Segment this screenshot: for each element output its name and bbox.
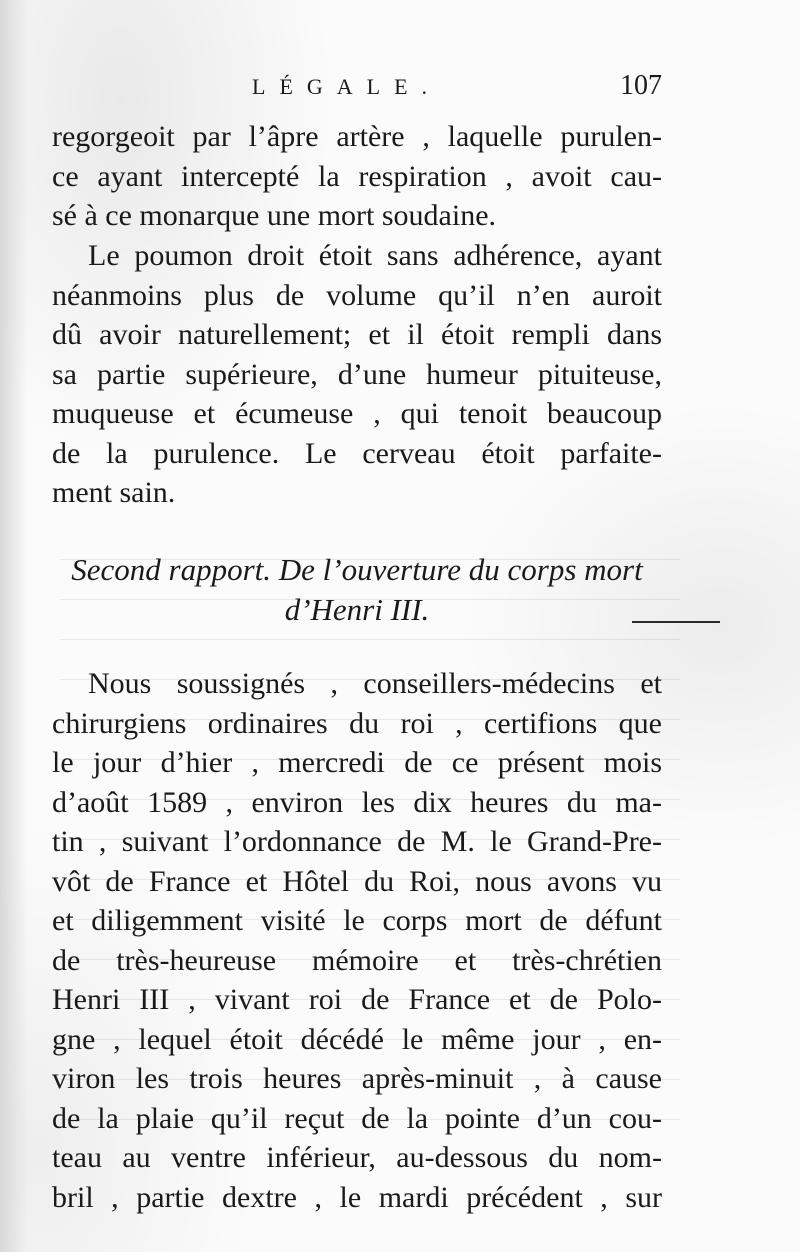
text-line: Henri III , vivant roi de France et de Polo- xyxy=(52,983,662,1016)
text-line: regorgeoit par l’âpre artère , laquelle purulen- xyxy=(52,120,662,153)
text-line: Nous soussignés , conseillers-médecins et xyxy=(88,667,662,700)
text-line: le jour d’hier , mercredi de ce présent mois xyxy=(52,746,662,779)
text-line: viron les trois heures après-minuit , à cause xyxy=(52,1062,662,1095)
text-line: Le poumon droit étoit sans adhérence, ayant xyxy=(88,239,662,272)
text-line: de très-heureuse mémoire et très-chrétien xyxy=(52,943,662,977)
page-header xyxy=(52,70,662,110)
text-line: teau au ventre inférieur, au-dessous du nom- xyxy=(52,1141,662,1174)
paragraph-3 xyxy=(52,664,662,1217)
text-line: tin , suivant l’ordonnance de M. le Grand-Pre- xyxy=(52,825,662,858)
text-line: muqueuse et écumeuse , qui tenoit beaucoup xyxy=(52,397,662,430)
page-gutter-shadow xyxy=(0,0,28,1252)
text-line: néanmoins plus de volume qu’il n’en auroit xyxy=(52,278,662,312)
section-rule xyxy=(632,621,720,623)
paragraph-1 xyxy=(52,117,662,236)
text-line: sé à ce monarque une mort soudaine. xyxy=(52,199,497,232)
text-line: chirurgiens ordinaires du roi , certifions que xyxy=(52,706,662,740)
text-line: de la purulence. Le cerveau étoit parfaite- xyxy=(52,436,662,470)
running-head: LÉGALE. xyxy=(252,74,442,99)
page-number: 107 xyxy=(620,70,662,101)
text-line: dû avoir naturellement; et il étoit rempli dans xyxy=(52,318,662,351)
text-line: gne , lequel étoit décédé le même jour , en- xyxy=(52,1022,662,1056)
text-line: d’août 1589 , environ les dix heures du ma- xyxy=(52,785,662,819)
text-line: vôt de France et Hôtel du Roi, nous avons vu xyxy=(52,864,662,898)
text-line: ment sain. xyxy=(52,476,176,509)
section-title xyxy=(52,550,662,630)
text-line: de la plaie qu’il reçut de la pointe d’un cou- xyxy=(52,1101,662,1135)
text-line: et diligemment visité le corps mort de défunt xyxy=(52,904,662,937)
text-line: sa partie supérieure, d’une humeur pituiteuse, xyxy=(52,357,662,391)
text-line: ce ayant intercepté la respiration , avoit cau- xyxy=(52,159,662,193)
text-line: bril , partie dextre , le mardi précédent , sur xyxy=(52,1180,662,1214)
paragraph-2 xyxy=(52,236,662,513)
section-title-line: d’Henri III. xyxy=(284,592,430,627)
section-title-line: Second rapport. De l’ouverture du corps mort xyxy=(71,552,643,587)
